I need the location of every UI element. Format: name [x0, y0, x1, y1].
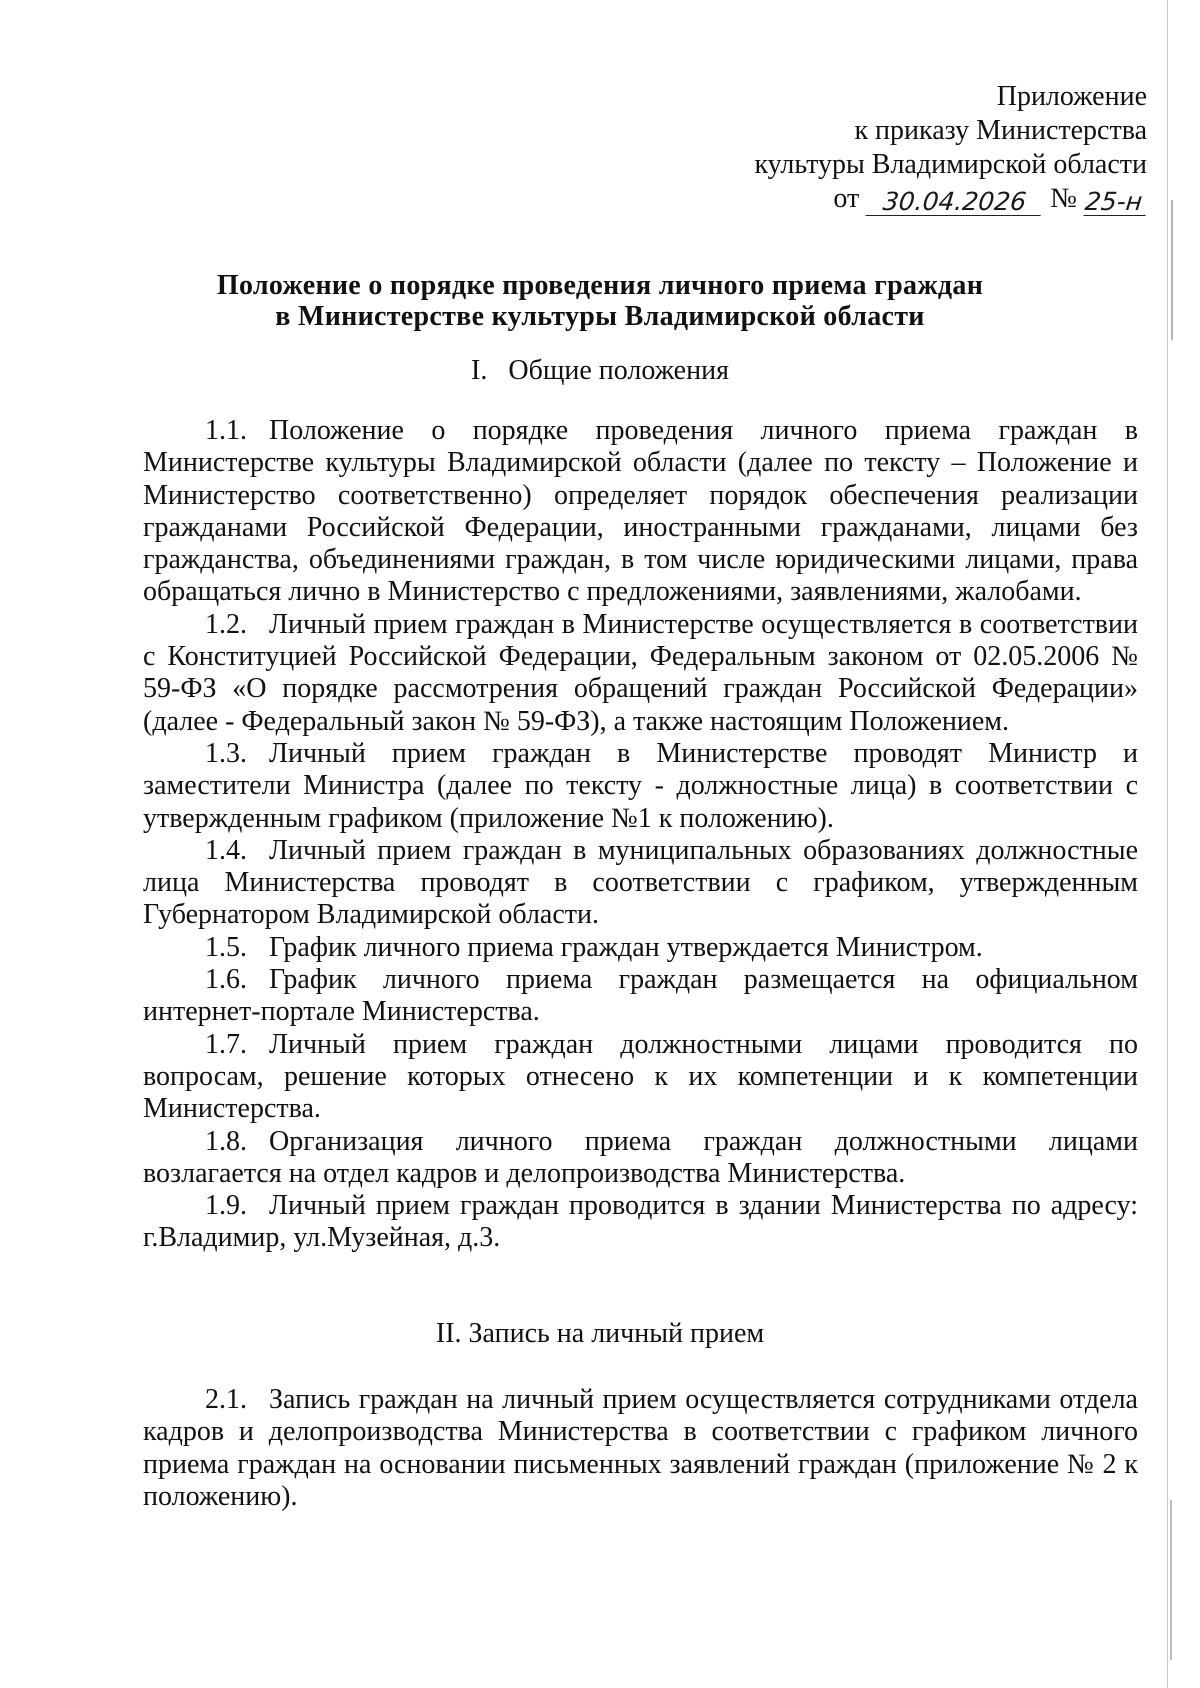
paragraph-number: 1.5. [205, 931, 247, 963]
section-heading: II. Запись на личный прием [435, 1318, 765, 1349]
paragraph [143, 609, 1138, 738]
appendix-line: культуры Владимирской области [754, 149, 1147, 180]
scan-edge-line [1167, 0, 1168, 1688]
paragraph-number: 2.1. [205, 1384, 247, 1415]
paragraph-text: График личного приема граждан размещается на официальном интернет-портале Министерства. [143, 964, 1138, 1028]
paragraph [143, 1126, 1138, 1191]
paragraph-number: 1.3. [205, 737, 247, 769]
paragraph-text: Личный прием граждан должностными лицами проводится по вопросам, решение которых отнесено к их компетенции и к компетенции Министерства. [143, 1028, 1138, 1125]
paragraph-number: 1.8. [205, 1125, 247, 1157]
paragraph-text: Организация личного приема граждан должностными лицами возлагается на отдел кадров и делопроизводства Министерства. [143, 1125, 1138, 1189]
date-prefix: от [833, 183, 860, 214]
paragraph [143, 415, 1138, 609]
paragraph [143, 964, 1138, 1029]
paragraph [143, 1190, 1138, 1255]
paragraph-number: 1.2. [205, 608, 247, 640]
paragraph-text: Личный прием граждан в Министерстве проводят Министр и заместители Министра (далее по тексту - должностные лица) в соответствии с утвержденным графиком (приложение №1 к положению). [143, 737, 1138, 834]
order-date-number-row [833, 182, 1147, 216]
paragraph-number: 1.9. [205, 1190, 247, 1222]
paragraph-number: 1.7. [205, 1028, 247, 1060]
section-body [143, 415, 1138, 1255]
paragraph-text: Запись граждан на личный прием осуществляется сотрудниками отдела кадров и делопроизводства Министерства в соответствии с графиком личного приема граждан на основании письменных заявлений граждан (приложение № 2 к положению). [143, 1384, 1138, 1512]
title-line: Положение о порядке проведения личного приема граждан [216, 270, 984, 301]
handwritten-number: 25-н [1084, 189, 1149, 216]
paragraph-number: 1.1. [205, 415, 247, 446]
paragraph [143, 1384, 1138, 1513]
document-title [0, 270, 1200, 332]
section-body [143, 1384, 1138, 1513]
paragraph [143, 932, 1138, 964]
paragraph-number: 1.4. [205, 834, 247, 866]
appendix-line: к приказу Министерства [854, 115, 1147, 146]
paragraph [143, 738, 1138, 835]
paragraph-text: Личный прием граждан в Министерстве осуществляется в соответствии с Конституцией Российской Федерации, Федеральным законом от 02.05.2006 № 59-ФЗ «О порядке рассмотрения обращений граждан Российской Федерации» (далее - Федеральный закон № 59-ФЗ), а также настоящим Положением. [143, 608, 1138, 737]
paragraph-text: Положение о порядке проведения личного приема граждан в Министерстве культуры Владимирской области (далее по тексту – Положение и Министерство соответственно) определяет порядок обеспечения реализации гражданами Российской Федерации, иностранными гражданами, лицами без гражданства, объединениями граждан, в том числе юридическими лицами, права обращаться лично в Министерство с предложениями, заявлениями, жалобами. [143, 415, 1138, 608]
paragraph [143, 835, 1138, 932]
paragraph-text: Личный прием граждан в муниципальных образованиях должностные лица Министерства проводят в соответствии с графиком, утвержденным Губернатором Владимирской области. [143, 834, 1138, 931]
number-prefix: № [1050, 183, 1077, 214]
paragraph-number: 1.6. [205, 964, 247, 996]
paragraph-text: Личный прием граждан проводится в здании Министерства по адресу: г.Владимир, ул.Музейная, д.3. [143, 1190, 1138, 1254]
title-line: в Министерстве культуры Владимирской области [275, 301, 925, 332]
paragraph [143, 1029, 1138, 1126]
appendix-header [754, 80, 1147, 216]
paragraph-text: График личного приема граждан утверждается Министром. [269, 931, 983, 963]
appendix-line: Приложение [996, 81, 1147, 112]
scan-edge-mark [1170, 1500, 1172, 1660]
section-heading: I. Общие положения [471, 355, 729, 386]
handwritten-date: 30.04.2026 [866, 189, 1044, 216]
